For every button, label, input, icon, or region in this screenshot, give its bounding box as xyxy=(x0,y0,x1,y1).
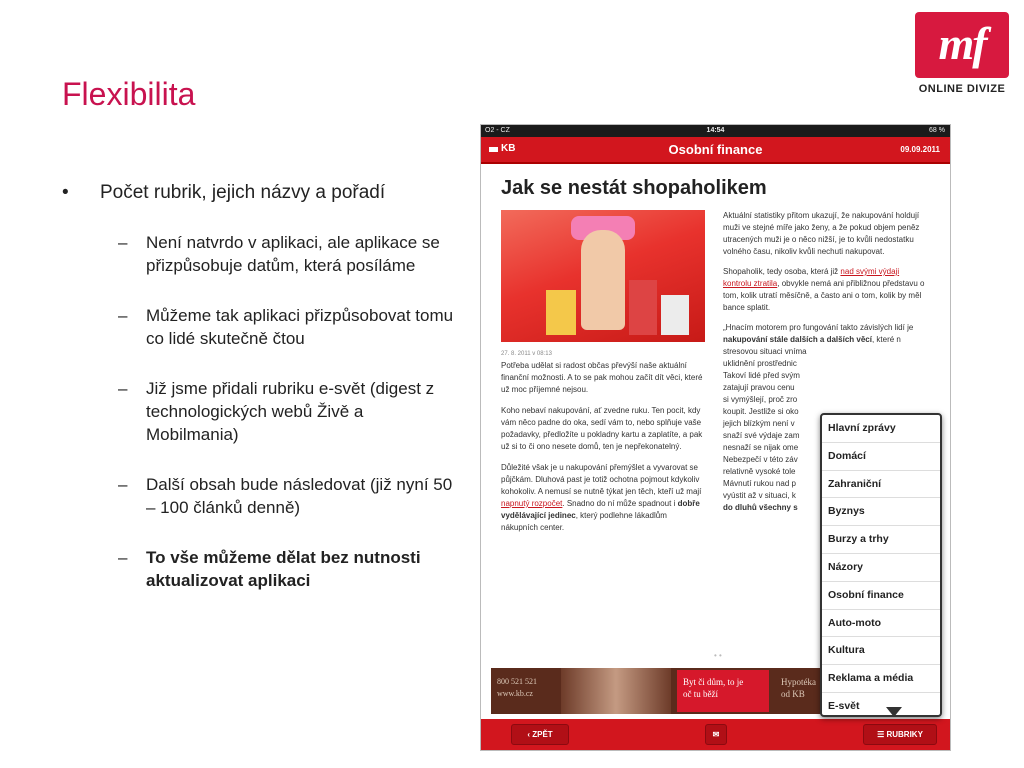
article-title: Jak se nestát shopaholikem xyxy=(501,177,767,199)
menu-item-auto-moto[interactable]: Auto-moto xyxy=(822,610,940,638)
kb-logo: KB xyxy=(489,143,515,154)
mf-logo xyxy=(915,12,1009,78)
logo-mark: mf xyxy=(938,18,986,69)
mail-icon[interactable]: ✉ xyxy=(705,724,727,745)
article-link[interactable]: napnutý rozpočet xyxy=(501,499,563,508)
bullet-main: • Počet rubrik, jejich názvy a pořadí xyxy=(62,182,386,203)
paragraph: Koho nebaví nakupování, ať zvedne ruku. Ten pocit, kdy vám něco padne do oka, sedí vám to, nebo splňuje vaše požadavky, předložíte u pokladny kartu a zaplatíte, a pak už si to či ono nesete domů, ten je nepřekonatelný. xyxy=(501,406,703,451)
sub-bullet-text: Další obsah bude následovat (již nyní 50 – 100 článků denně) xyxy=(146,475,453,517)
back-button[interactable]: ‹ ZPĚT xyxy=(511,724,569,745)
slide-title: Flexibilita xyxy=(62,76,196,112)
sub-bullet: – Již jsme přidali rubriku e-svět (digest z technologických webů Živě a Mobilmania) xyxy=(118,379,435,444)
sub-bullet: – Další obsah bude následovat (již nyní 50 – 100 článků denně) xyxy=(118,475,453,517)
photo-shape xyxy=(629,280,657,335)
sub-bullet-text: Není natvrdo v aplikaci, ale aplikace se přizpůsobuje datům, která posíláme xyxy=(146,233,440,275)
sections-menu xyxy=(820,413,942,717)
paragraph: Potřeba udělat si radost občas převýší naše aktuální finanční možnosti. A to se pak mohou začít dít věci, které už moc příjemné nejsou. xyxy=(501,361,703,394)
bullet-list xyxy=(62,181,457,619)
status-bar xyxy=(481,125,950,137)
carrier: O2 - CZ xyxy=(485,127,510,134)
article-photo[interactable] xyxy=(501,210,705,342)
sub-bullet-text: Již jsme přidali rubriku e-svět (digest z technologických webů Živě a Mobilmania) xyxy=(146,379,435,444)
ad-photo xyxy=(561,668,671,714)
header-date: 09.09.2011 xyxy=(900,145,940,154)
ad-slogan: Byt či dům, to je oč tu běží xyxy=(677,670,769,712)
sub-bullet-text: Můžeme tak aplikaci přizpůsobovat tomu co lidé skutečně čtou xyxy=(146,306,454,348)
sub-bullet: – Není natvrdo v aplikaci, ale aplikace se přizpůsobuje datům, která posíláme xyxy=(118,233,440,275)
menu-item-byznys[interactable]: Byznys xyxy=(822,498,940,526)
article-link[interactable]: nad svými výdaji kontrolu ztratila xyxy=(723,267,900,288)
clock: 14:54 xyxy=(706,127,725,134)
menu-item-nazory[interactable]: Názory xyxy=(822,554,940,582)
menu-pointer xyxy=(886,707,902,717)
menu-item-hlavni-zpravy[interactable]: Hlavní zprávy xyxy=(822,415,940,443)
photo-shape xyxy=(546,290,576,335)
ad-product: Hypotéka od KB xyxy=(781,677,816,699)
sub-bullet: – To vše můžeme dělat bez nutnosti aktualizovat aplikaci xyxy=(118,548,421,590)
paragraph: Aktuální statistiky přitom ukazují, že nakupování holdují muži ve stejné míře jako ženy, a že pokud objem peněz utracených muži je o něco nižší, je to kvůli nedostatku volného času, nikoliv kvůli nechuti nakupovat. xyxy=(723,211,920,256)
menu-item-e-svet[interactable]: E-svět xyxy=(828,699,860,712)
logo-text: ONLINE DIVIZE xyxy=(918,83,1006,95)
tablet-screenshot xyxy=(480,124,951,751)
paragraph: Důležité však je u nakupování přemýšlet a vyvarovat se půjčkám. Dluhová past je totiž ochotna pojmout kdykoliv kohokoliv. A nemusí se nutně týkat jen těch, kteří už mají napnutý rozpočet. Snadno do ní může spadnout i dobře vydělávající jedinec, který podlehne lákadlům nákupních center. xyxy=(501,463,702,532)
bullet-text: Počet rubrik, jejich názvy a pořadí xyxy=(100,182,386,203)
paragraph: Shopaholik, tedy osoba, která již nad svými výdaji kontrolu ztratila, obvykle nemá ani přibližnou představu o tom, kolik utratí měsíčně, a často ani o tom, kolik by měl bance splatit. xyxy=(723,267,925,312)
article-left-column xyxy=(501,348,706,543)
section-title: Osobní finance xyxy=(668,142,763,157)
sections-button[interactable]: ☰ RUBRIKY xyxy=(863,724,937,745)
sub-bullet: – Můžeme tak aplikaci přizpůsobovat tomu co lidé skutečně čtou xyxy=(118,306,454,348)
paragraph: „Hnacím motorem pro fungování takto závislých lidí je nakupování stále dalších a dalších věcí, které n stresovou situaci vníma uklidnění prostřednic Takoví lidé před svým zatajují pravou cenu si vymýšlejí, proč zro koupit. Jestliže si oko jejich blízkým není v snaží své výdaje zam nesnaží se nijak ome Nebezpečí v této záv relativně vysoké tole Mávnutí rukou nad p vyústit až v situaci, k do dluhů všechny s xyxy=(723,323,914,512)
photo-shape xyxy=(661,295,689,335)
bottom-toolbar xyxy=(481,719,950,750)
sub-bullet-text: To vše můžeme dělat bez nutnosti aktualizovat aplikaci xyxy=(146,548,421,590)
menu-item-zahranicni[interactable]: Zahraniční xyxy=(822,471,940,499)
menu-item-reklama-a-media[interactable]: Reklama a média xyxy=(822,665,940,693)
menu-item-osobni-finance[interactable]: Osobní finance xyxy=(822,582,940,610)
ad-contact: 800 521 521 www.kb.cz xyxy=(497,677,537,698)
menu-item-burzy-a-trhy[interactable]: Burzy a trhy xyxy=(822,526,940,554)
menu-item-kultura[interactable]: Kultura xyxy=(822,637,940,665)
battery: 68 % xyxy=(929,127,945,134)
menu-item-domaci[interactable]: Domácí xyxy=(822,443,940,471)
photo-date: 27. 8. 2011 v 08:13 xyxy=(501,351,552,357)
page-indicator: • • xyxy=(714,651,722,660)
app-header xyxy=(481,137,950,164)
photo-shape xyxy=(581,230,625,330)
